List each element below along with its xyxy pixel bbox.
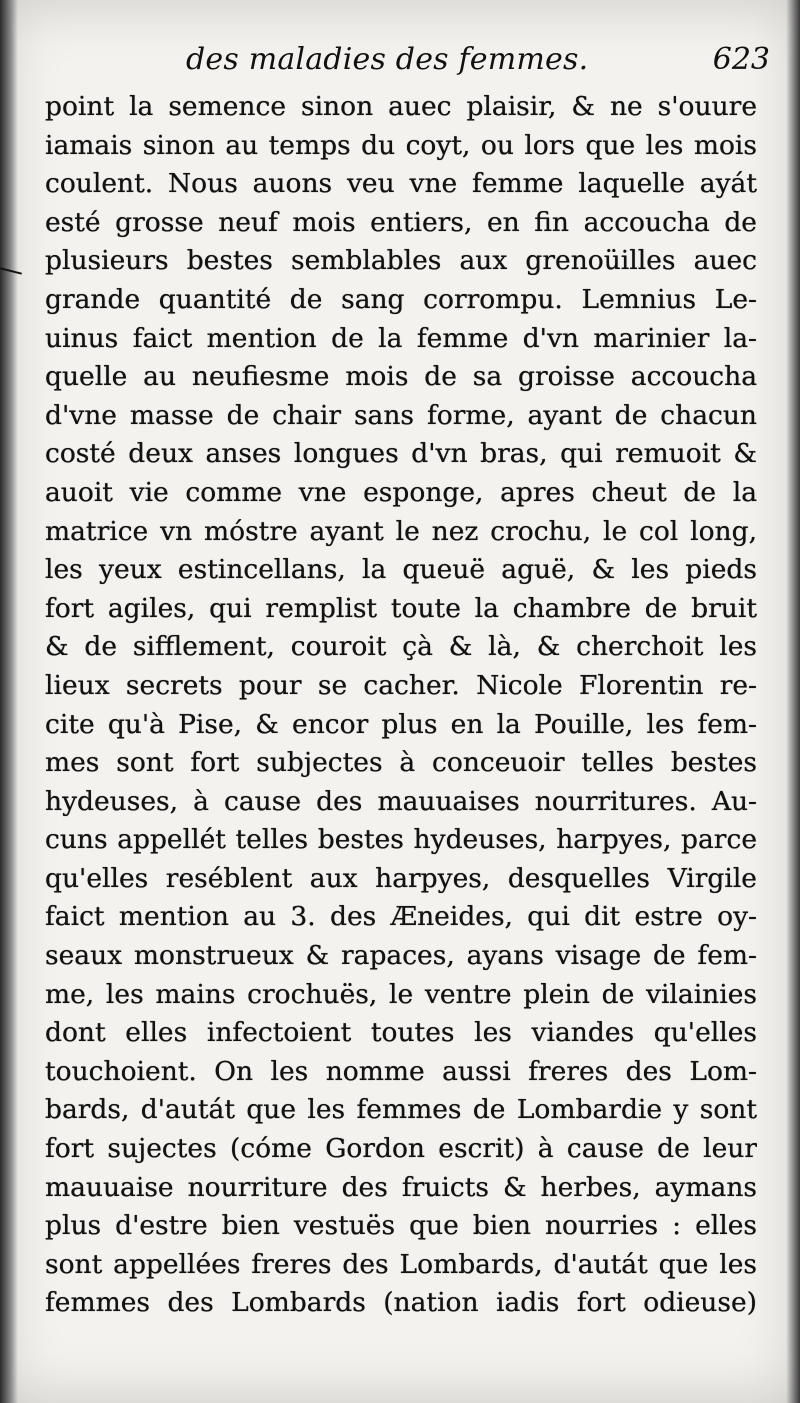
- text-line: matrice vn móstre ayant le nez crochu, le col long,: [45, 515, 757, 547]
- text-line: fort sujectes (cóme Gordon escrit) à cause de leur: [45, 1133, 757, 1165]
- text-line: esté grosse neuf mois entiers, en fin accoucha de: [45, 206, 757, 238]
- text-line: fort agiles, qui remplist toute la chambre de bruit: [45, 592, 757, 624]
- text-line: les yeux estincellans, la queuë aguë, & les pieds: [45, 554, 757, 586]
- text-line: seaux monstrueux & rapaces, ayans visage de fem-: [45, 940, 757, 972]
- text-line: mes sont fort subjectes à conceuoir telles bestes: [45, 747, 757, 779]
- page-header: [48, 42, 770, 88]
- body-text: [45, 88, 757, 1323]
- text-line: sont appellées freres des Lombards, d'autát que les: [45, 1248, 757, 1280]
- text-line: costé deux anses longues d'vn bras, qui remuoit &: [45, 438, 757, 470]
- text-line: femmes des Lombards (nation iadis fort odieuse): [45, 1287, 757, 1319]
- text-line: grande quantité de sang corrompu. Lemnius Le-: [45, 283, 757, 315]
- show-through-smudge: [52, 1352, 172, 1374]
- text-line: me, les mains crochuës, le ventre plein de vilainies: [45, 978, 757, 1010]
- text-line: & de sifflement, couroit çà & là, & cherchoit les: [45, 631, 757, 663]
- text-line: touchoient. On les nomme aussi freres des Lom-: [45, 1055, 757, 1087]
- text-line: auoit vie comme vne esponge, apres cheut de la: [45, 476, 757, 508]
- text-line: iamais sinon au temps du coyt, ou lors que les mois: [45, 129, 757, 161]
- text-line: lieux secrets pour se cacher. Nicole Florentin re-: [45, 669, 757, 701]
- text-line: dont elles infectoient toutes les viandes qu'elles: [45, 1017, 757, 1049]
- text-line: quelle au neufiesme mois de sa groisse accoucha: [45, 361, 757, 393]
- running-head: des maladies des femmes.: [186, 42, 589, 77]
- page-edge-shadow: [786, 0, 800, 1403]
- page-number: 623: [712, 42, 770, 77]
- text-line: plusieurs bestes semblables aux grenoüilles auec: [45, 245, 757, 277]
- text-line: hydeuses, à cause des mauuaises nourritures. Au-: [45, 785, 757, 817]
- text-line: cuns appellét telles bestes hydeuses, harpyes, parce: [45, 824, 757, 856]
- text-line: qu'elles reséblent aux harpyes, desquelles Virgile: [45, 862, 757, 894]
- text-line: coulent. Nous auons veu vne femme laquelle ayát: [45, 168, 757, 200]
- text-line: mauuaise nourriture des fruicts & herbes, aymans: [45, 1171, 757, 1203]
- text-line: faict mention au 3. des Æneides, qui dit estre oy-: [45, 901, 757, 933]
- page-gutter-shadow: [0, 0, 18, 1403]
- text-line: plus d'estre bien vestuës que bien nourries : elles: [45, 1210, 757, 1242]
- text-line: cite qu'à Pise, & encor plus en la Pouille, les fem-: [45, 708, 757, 740]
- text-line: point la semence sinon auec plaisir, & ne s'ouure: [45, 91, 757, 122]
- text-line: d'vne masse de chair sans forme, ayant de chacun: [45, 399, 757, 431]
- text-line: uinus faict mention de la femme d'vn marinier la-: [45, 322, 757, 354]
- text-line: bards, d'autát que les femmes de Lombardie y sont: [45, 1094, 757, 1126]
